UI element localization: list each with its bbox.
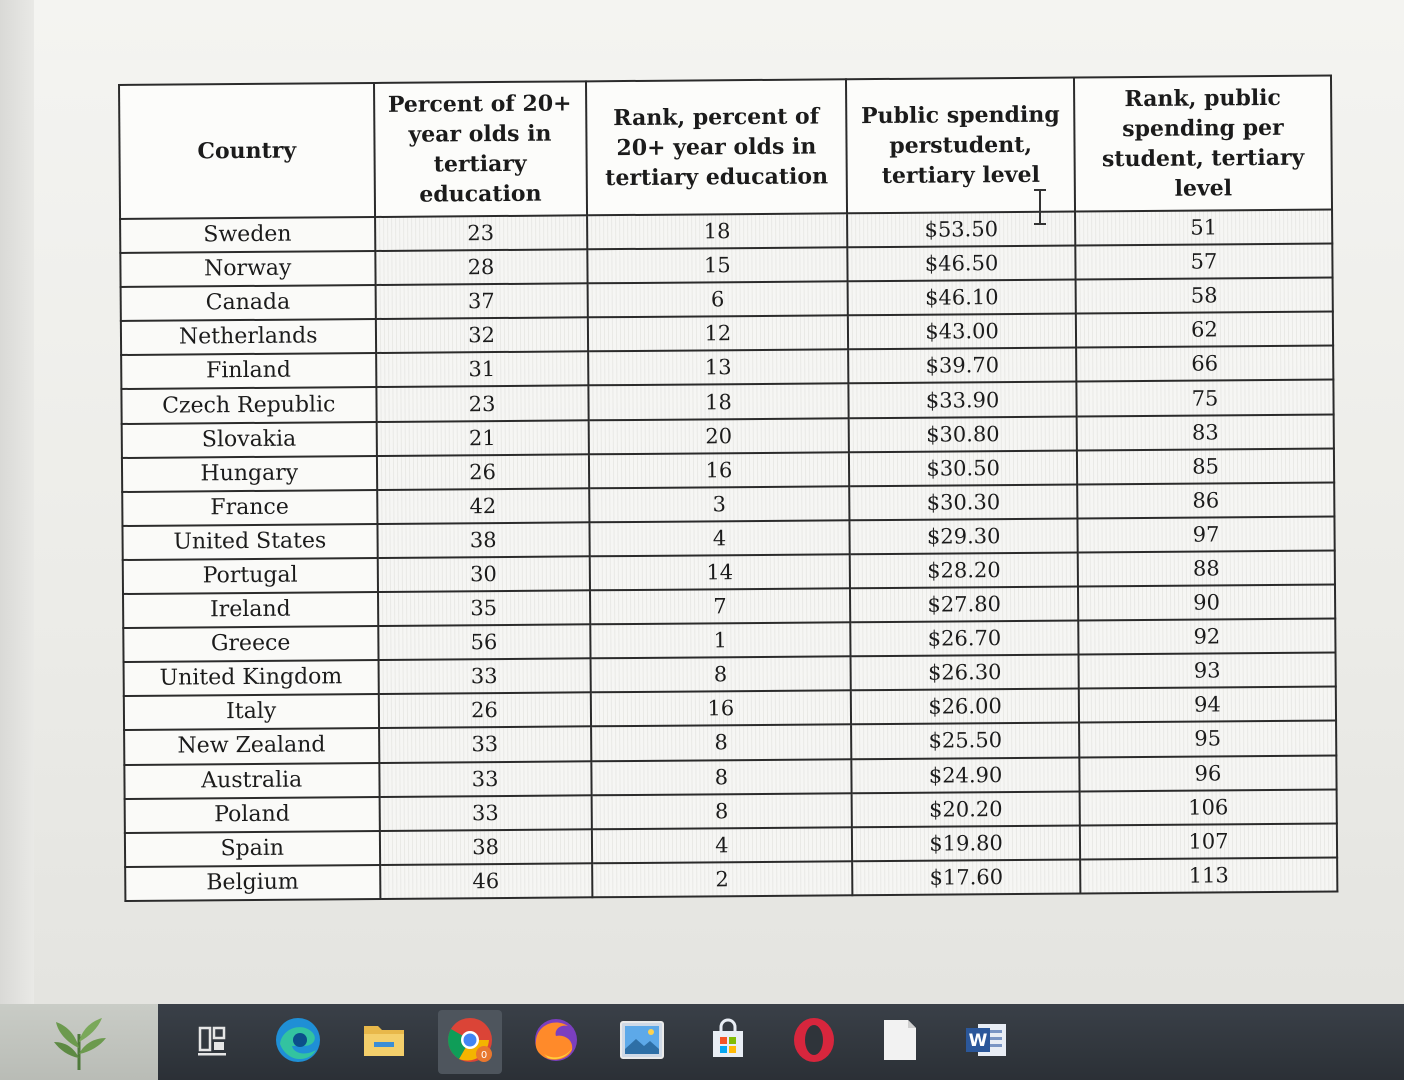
svg-text:W: W <box>968 1031 988 1051</box>
cell-rank-spending: 51 <box>1075 209 1332 245</box>
header-spending: Public spending perstudent, tertiary level <box>846 77 1075 213</box>
opera-icon <box>788 1014 840 1070</box>
cell-percent: 31 <box>376 352 588 388</box>
cell-rank-spending: 83 <box>1077 414 1334 450</box>
cell-rank-spending: 86 <box>1077 482 1334 518</box>
header-percent: Percent of 20+ year olds in tertiary education <box>374 81 587 217</box>
cell-percent: 28 <box>375 249 587 285</box>
cell-rank-spending: 92 <box>1078 619 1335 655</box>
cell-rank-percent: 8 <box>591 725 852 761</box>
cell-percent: 26 <box>378 693 590 729</box>
cell-country: Australia <box>124 762 379 798</box>
cell-percent: 30 <box>377 556 589 592</box>
cell-spending: $43.00 <box>848 314 1076 350</box>
cell-country: United Kingdom <box>124 660 379 696</box>
cell-country: France <box>122 490 377 526</box>
cell-spending: $25.50 <box>851 723 1079 759</box>
cell-spending: $19.80 <box>852 825 1080 861</box>
cell-rank-percent: 6 <box>587 281 848 317</box>
cell-rank-percent: 18 <box>588 384 849 420</box>
cell-country: Finland <box>121 353 376 389</box>
cell-spending: $20.20 <box>852 791 1080 827</box>
header-country: Country <box>119 83 375 219</box>
plant-thumbnail <box>0 1004 158 1080</box>
table-body <box>120 209 1337 900</box>
cell-rank-percent: 20 <box>588 418 849 454</box>
chrome-taskbar-button[interactable] <box>438 1010 502 1074</box>
monitor-bezel <box>0 0 34 1004</box>
firefox-taskbar-button[interactable] <box>524 1010 588 1074</box>
cell-percent: 56 <box>378 624 590 660</box>
cell-spending: $46.10 <box>848 280 1076 316</box>
cell-spending: $26.00 <box>851 689 1079 725</box>
cell-percent: 21 <box>376 420 588 456</box>
cell-rank-percent: 18 <box>587 213 848 249</box>
word-taskbar-button[interactable] <box>954 1010 1018 1074</box>
cell-spending: $30.50 <box>849 450 1077 486</box>
cell-country: Belgium <box>125 865 380 901</box>
cell-spending: $30.30 <box>849 484 1077 520</box>
header-rank-spending: Rank, public spending per student, tertiary level <box>1074 75 1332 211</box>
store-icon <box>705 1017 751 1067</box>
taskbar <box>0 1004 1404 1080</box>
cell-percent: 26 <box>376 454 588 490</box>
cell-rank-percent: 15 <box>587 247 848 283</box>
cell-spending: $29.30 <box>850 518 1078 554</box>
cell-percent: 33 <box>378 659 590 695</box>
notepad-icon <box>880 1016 920 1068</box>
cell-spending: $46.50 <box>847 246 1075 282</box>
cell-rank-percent: 4 <box>589 520 850 556</box>
cell-country: Netherlands <box>121 319 376 355</box>
spending-table <box>118 74 1338 902</box>
cell-percent: 37 <box>375 284 587 320</box>
word-icon <box>962 1018 1010 1066</box>
cell-country: Hungary <box>122 456 377 492</box>
cell-rank-spending: 95 <box>1079 721 1336 757</box>
cell-country: Ireland <box>123 592 378 628</box>
cell-spending: $26.70 <box>850 621 1078 657</box>
cell-rank-percent: 7 <box>590 588 851 624</box>
cell-country: Spain <box>125 831 380 867</box>
cell-country: Slovakia <box>122 422 377 458</box>
cell-rank-spending: 90 <box>1078 584 1335 620</box>
cell-rank-percent: 2 <box>592 861 853 897</box>
taskbar-apps <box>158 1010 1018 1074</box>
table-header-row <box>119 75 1332 219</box>
cell-spending: $39.70 <box>848 348 1076 384</box>
edge-icon <box>272 1014 324 1070</box>
cell-spending: $33.90 <box>849 382 1077 418</box>
cell-spending: $17.60 <box>852 859 1080 895</box>
cell-percent: 23 <box>376 386 588 422</box>
cell-country: Norway <box>120 251 375 287</box>
cell-rank-percent: 8 <box>591 759 852 795</box>
task-view-taskbar-button[interactable] <box>180 1010 244 1074</box>
cell-rank-spending: 75 <box>1076 380 1333 416</box>
cell-rank-spending: 85 <box>1077 448 1334 484</box>
firefox-icon <box>530 1014 582 1070</box>
cell-spending: $27.80 <box>850 587 1078 623</box>
cell-spending: $26.30 <box>851 655 1079 691</box>
cell-rank-percent: 14 <box>589 554 850 590</box>
cell-rank-spending: 107 <box>1080 823 1337 859</box>
cell-country: Czech Republic <box>121 387 376 423</box>
cell-country: Greece <box>123 626 378 662</box>
store-taskbar-button[interactable] <box>696 1010 760 1074</box>
cell-percent: 32 <box>375 318 587 354</box>
cell-rank-spending: 96 <box>1079 755 1336 791</box>
cell-spending: $24.90 <box>852 757 1080 793</box>
cell-rank-percent: 3 <box>589 486 850 522</box>
header-rank-percent: Rank, percent of 20+ year olds in tertiary education <box>586 79 848 215</box>
notepad-taskbar-button[interactable] <box>868 1010 932 1074</box>
cell-rank-spending: 88 <box>1078 550 1335 586</box>
cell-spending: $53.50 <box>847 211 1075 247</box>
cell-country: United States <box>122 524 377 560</box>
file-explorer-icon <box>360 1018 408 1066</box>
cell-percent: 33 <box>379 795 591 831</box>
cell-percent: 33 <box>379 727 591 763</box>
task-view-icon <box>192 1020 232 1064</box>
cell-rank-spending: 97 <box>1077 516 1334 552</box>
document-table-area <box>118 74 1338 902</box>
cell-percent: 38 <box>377 522 589 558</box>
cell-country: Canada <box>121 285 376 321</box>
cell-rank-percent: 16 <box>589 452 850 488</box>
photos-icon <box>618 1019 666 1065</box>
file-explorer-taskbar-button[interactable] <box>352 1010 416 1074</box>
cell-percent: 38 <box>379 829 591 865</box>
cell-percent: 33 <box>379 761 591 797</box>
opera-taskbar-button[interactable] <box>782 1010 846 1074</box>
cell-percent: 46 <box>380 863 592 899</box>
cell-spending: $28.20 <box>850 552 1078 588</box>
photos-taskbar-button[interactable] <box>610 1010 674 1074</box>
svg-text:0: 0 <box>480 1050 488 1061</box>
cell-rank-spending: 93 <box>1079 653 1336 689</box>
cell-percent: 23 <box>375 215 587 251</box>
cell-rank-percent: 8 <box>591 793 852 829</box>
plant-icon <box>44 1012 114 1072</box>
cell-rank-percent: 13 <box>588 350 849 386</box>
cell-country: Sweden <box>120 217 375 253</box>
cell-rank-spending: 57 <box>1075 244 1332 280</box>
cell-spending: $30.80 <box>849 416 1077 452</box>
cell-rank-percent: 12 <box>587 316 848 352</box>
cell-rank-spending: 58 <box>1076 278 1333 314</box>
cell-country: Portugal <box>123 558 378 594</box>
cell-rank-spending: 106 <box>1080 789 1337 825</box>
chrome-icon <box>444 1014 496 1070</box>
cell-rank-spending: 66 <box>1076 346 1333 382</box>
cell-country: Italy <box>124 694 379 730</box>
cell-rank-spending: 113 <box>1080 857 1337 893</box>
cell-rank-spending: 62 <box>1076 312 1333 348</box>
cell-rank-percent: 4 <box>591 827 852 863</box>
cell-rank-spending: 94 <box>1079 687 1336 723</box>
edge-taskbar-button[interactable] <box>266 1010 330 1074</box>
cell-percent: 35 <box>378 590 590 626</box>
cell-rank-percent: 16 <box>590 691 851 727</box>
cell-percent: 42 <box>377 488 589 524</box>
cell-rank-percent: 8 <box>590 656 851 692</box>
cell-country: New Zealand <box>124 728 379 764</box>
cell-rank-percent: 1 <box>590 622 851 658</box>
cell-country: Poland <box>125 797 380 833</box>
